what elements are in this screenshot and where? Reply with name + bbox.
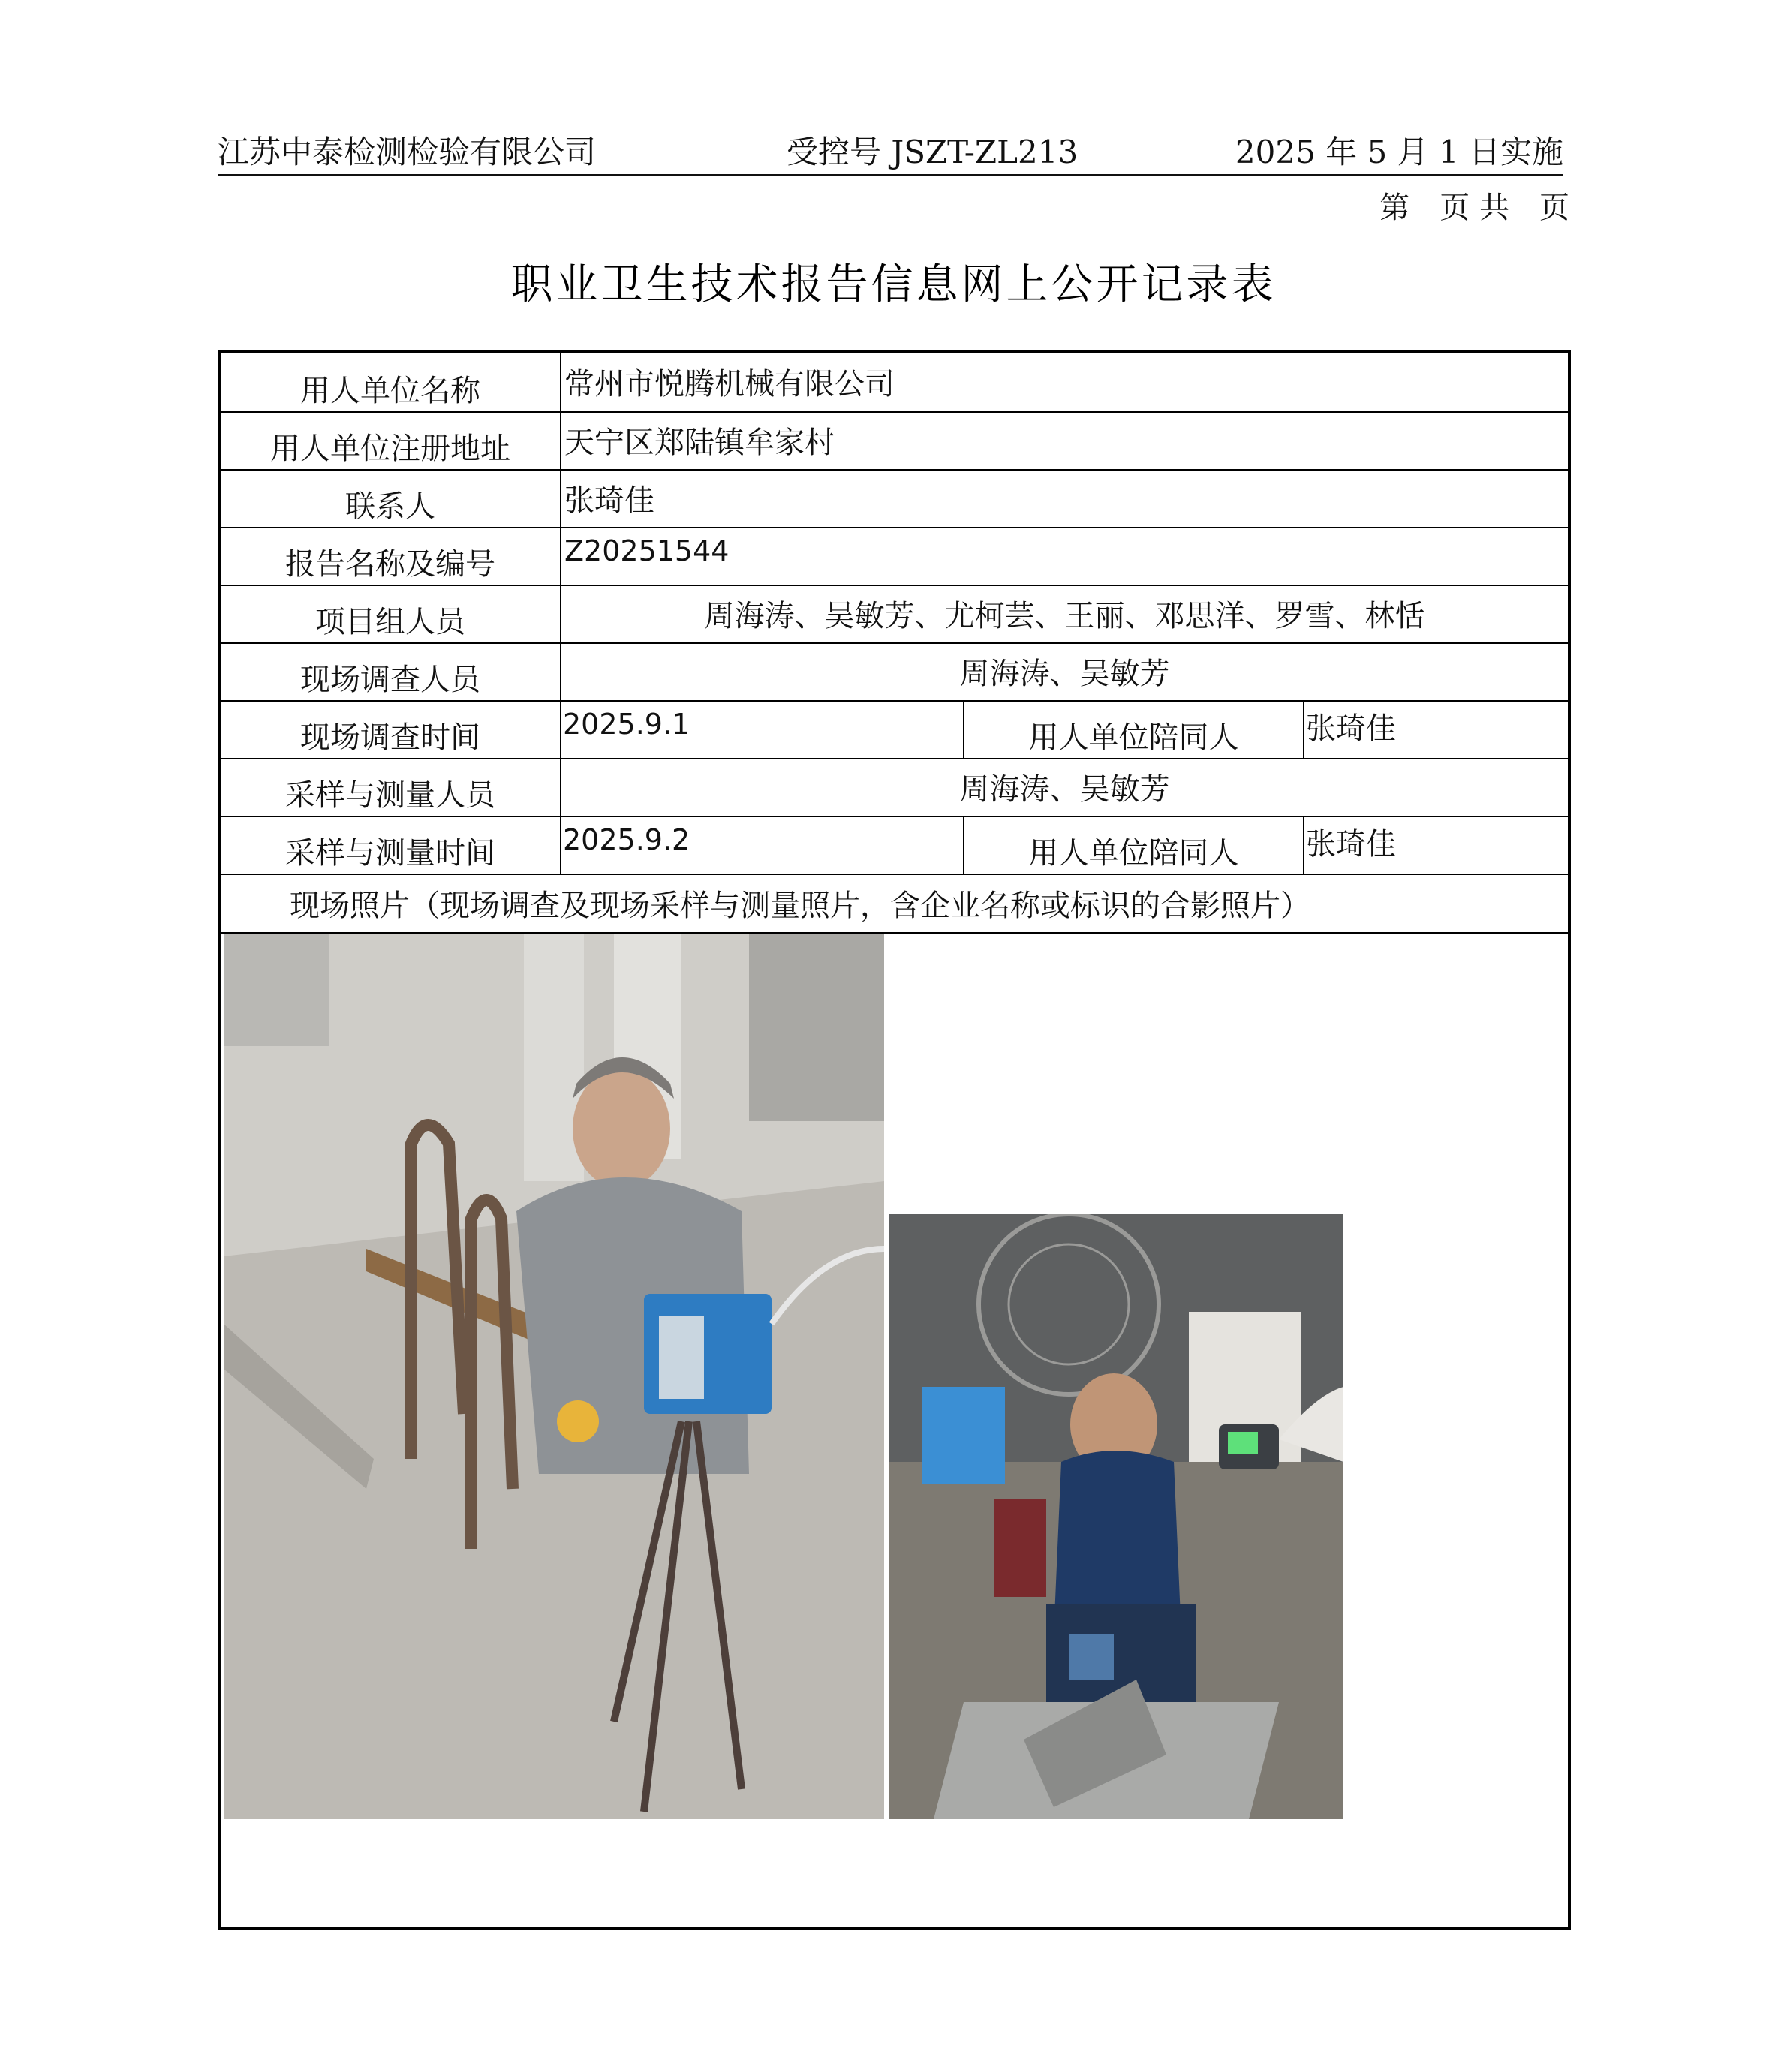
site-photo-measurement bbox=[889, 1214, 1343, 1819]
employer-address-value: 天宁区郑陆镇牟家村 bbox=[560, 411, 1568, 469]
header-rule bbox=[218, 174, 1563, 176]
header-control-number: 受控号 JSZT-ZL213 bbox=[787, 134, 1079, 170]
survey-escort-label: 用人单位陪同人 bbox=[963, 700, 1303, 758]
sampling-time-label: 采样与测量时间 bbox=[285, 836, 495, 871]
survey-staff-value: 周海涛、吴敏芳 bbox=[560, 642, 1568, 700]
survey-staff-label: 现场调查人员 bbox=[300, 663, 480, 697]
team-value: 周海涛、吴敏芳、尤柯芸、王丽、邓思洋、罗雪、林恬 bbox=[560, 585, 1568, 642]
survey-time-value: 2025.9.1 bbox=[560, 700, 963, 758]
employer-name-label: 用人单位名称 bbox=[300, 374, 480, 408]
report-label: 报告名称及编号 bbox=[285, 547, 495, 582]
row-photos-heading bbox=[221, 874, 1568, 934]
sampling-time-value: 2025.9.2 bbox=[560, 816, 963, 874]
report-number-value: Z20251544 bbox=[560, 527, 1568, 585]
sampling-escort-label: 用人单位陪同人 bbox=[963, 816, 1303, 874]
row-report bbox=[221, 527, 1568, 586]
employer-name-value: 常州市悦腾机械有限公司 bbox=[560, 353, 1568, 411]
row-sampling-time bbox=[221, 816, 1568, 875]
team-label: 项目组人员 bbox=[315, 605, 465, 639]
sampling-staff-value: 周海涛、吴敏芳 bbox=[560, 758, 1568, 816]
record-table bbox=[218, 350, 1571, 1930]
sampling-staff-label: 采样与测量人员 bbox=[285, 778, 495, 813]
header-page-info: 第 页 共 页 bbox=[1379, 191, 1569, 225]
survey-time-label: 现场调查时间 bbox=[300, 720, 480, 755]
row-survey-staff bbox=[221, 642, 1568, 702]
row-employer-name bbox=[221, 353, 1568, 413]
header-effective-date: 2025 年 5 月 1 日实施 bbox=[1235, 134, 1563, 170]
sampling-photo-illustration bbox=[224, 934, 884, 1819]
measurement-photo-illustration bbox=[889, 1214, 1343, 1819]
row-contact bbox=[221, 469, 1568, 528]
document-title: 职业卫生技术报告信息网上公开记录表 bbox=[510, 260, 1277, 309]
header-company: 江苏中泰检测检验有限公司 bbox=[218, 134, 597, 170]
row-team bbox=[221, 585, 1568, 644]
row-employer-address bbox=[221, 411, 1568, 471]
row-sampling-staff bbox=[221, 758, 1568, 817]
survey-escort-value: 张琦佳 bbox=[1303, 700, 1568, 758]
contact-value: 张琦佳 bbox=[560, 469, 1568, 527]
photos-heading: 现场照片（现场调查及现场采样与测量照片，含企业名称或标识的合影照片） bbox=[290, 888, 1310, 923]
row-survey-time bbox=[221, 700, 1568, 759]
sampling-escort-value: 张琦佳 bbox=[1303, 816, 1568, 874]
site-photo-sampling bbox=[224, 934, 884, 1819]
employer-address-label: 用人单位注册地址 bbox=[270, 432, 510, 466]
contact-label: 联系人 bbox=[345, 489, 435, 524]
